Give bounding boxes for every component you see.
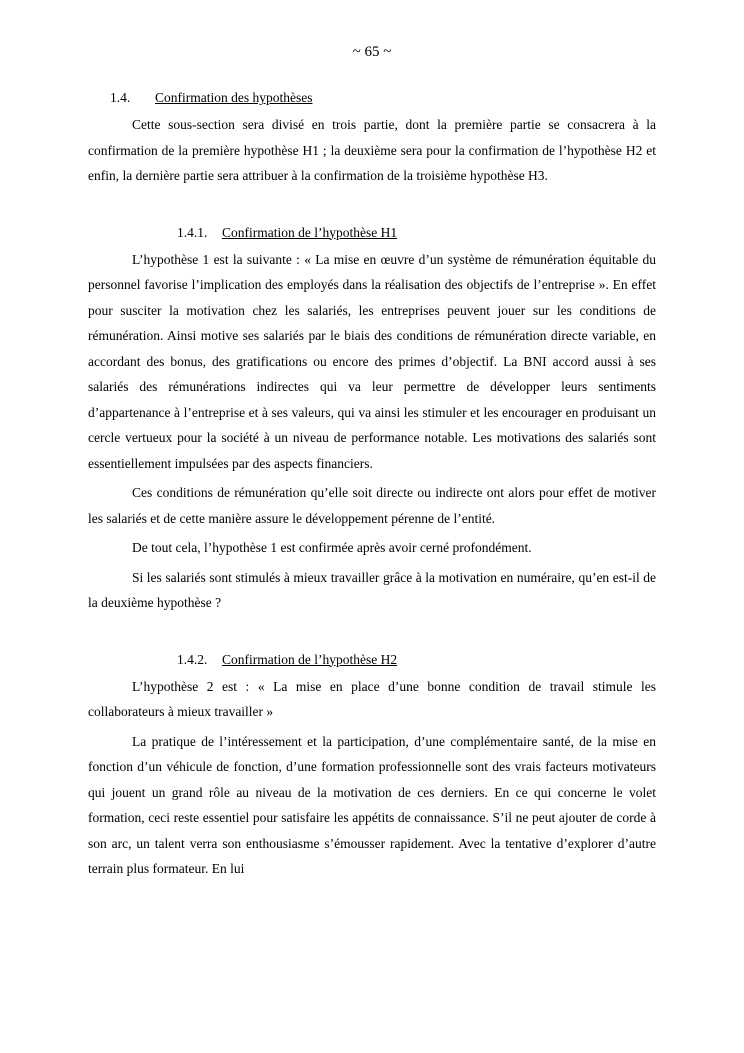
subsection-1-title: Confirmation de l’hypothèse H1 — [222, 224, 398, 240]
section-intro-paragraph: Cette sous-section sera divisé en trois partie, dont la première partie se consacrera à la confirmation de la première hypothèse H1 ; la deuxième sera pour la confirmation de l’hypothèse H2 et enfin, la dernière partie sera attribuer à la confirmation de la troisième hypothèse H3. — [88, 117, 656, 183]
paragraph: Ces conditions de rémunération qu’elle soit directe ou indirecte ont alors pour effet de motiver les salariés et de cette manière assure le développement pérenne de l’entité. — [88, 485, 656, 526]
subsection-2-heading — [88, 650, 656, 670]
page-content — [88, 88, 656, 886]
subsection-1-heading — [88, 223, 656, 243]
section-number: 1.4. — [110, 90, 131, 105]
subsection-2-number: 1.4.2. — [177, 651, 208, 667]
subsection-1-number: 1.4.1. — [177, 224, 208, 240]
section-heading — [88, 88, 656, 108]
page-number: ~ 65 ~ — [352, 44, 392, 60]
paragraph: L’hypothèse 1 est la suivante : « La mise en œuvre d’un système de rémunération équitable du personnel favorise l’implication des employés dans la réalisation des objectifs de l’entreprise ». En effet pour susciter la motivation chez les salariés, les entreprises peuvent jouer sur les conditions de rémunération. Ainsi motive ses salariés par le biais des conditions de rémunération directe variable, en accordant des bonus, des gratifications ou encore des primes d’objectif. La BNI accord aussi à ses salariés des rémunérations indirectes qui va leur permettre de développer leurs sentiments d’appartenance à l’entreprise et à ses valeurs, qui va ainsi les stimuler et les encourager en produisant un cercle vertueux pour la société à un niveau de performance notable. Les motivations des salariés sont essentiellement impulsées par des aspects financiers. — [88, 251, 656, 471]
subsection-2-title: Confirmation de l’hypothèse H2 — [222, 651, 398, 667]
paragraph: Si les salariés sont stimulés à mieux travailler grâce à la motivation en numéraire, qu’en est-il de la deuxième hypothèse ? — [88, 569, 656, 610]
paragraph: De tout cela, l’hypothèse 1 est confirmée après avoir cerné profondément. — [132, 540, 532, 555]
paragraph: La pratique de l’intéressement et la participation, d’une complémentaire santé, de la mise en fonction d’un véhicule de fonction, d’une formation professionnelle sont des vrais facteurs motivateurs qui jouent un grand rôle au niveau de la motivation de ces derniers. En ce qui concerne le volet formation, ceci reste essentiel pour satisfaire les appétits de connaissance. S’il ne peut ajouter de corde à son arc, un talent verra son enthousiasme s’émousser rapidement. Avec la tentative d’explorer d’autre terrain plus formateur. En lui — [88, 733, 656, 876]
paragraph: L’hypothèse 2 est : « La mise en place d’une bonne condition de travail stimule les collaborateurs à mieux travailler » — [88, 678, 656, 719]
section-title: Confirmation des hypothèses — [155, 90, 313, 105]
